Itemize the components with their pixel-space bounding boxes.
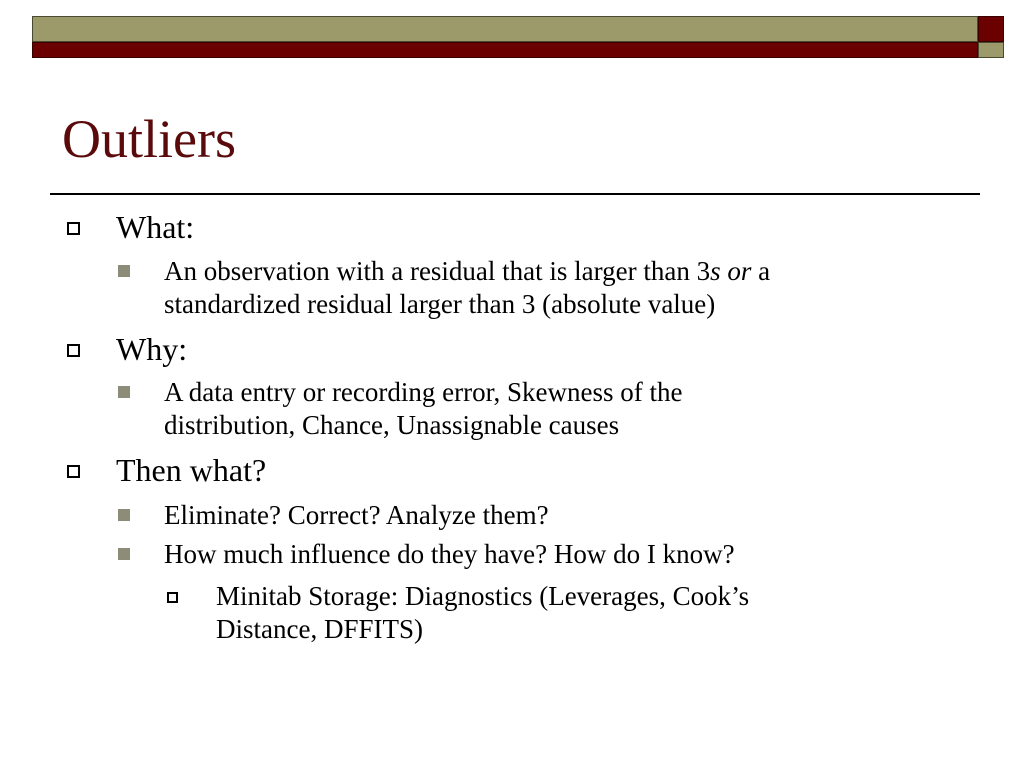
hollow-square-bullet-icon xyxy=(67,344,80,357)
definition-text-line2: standardized residual larger than 3 (absolute value) xyxy=(164,289,716,319)
section-heading-what: What: xyxy=(116,209,195,245)
hollow-square-bullet-icon xyxy=(67,465,80,478)
hollow-square-bullet-icon xyxy=(67,222,80,235)
bullet-then-what-options: Eliminate? Correct? Analyze them? xyxy=(164,500,549,530)
causes-line1: A data entry or recording error, Skewness of the xyxy=(164,377,683,407)
definition-s-italic: s xyxy=(710,256,721,286)
hollow-square-bullet-icon xyxy=(167,592,178,603)
section-heading-why: Why: xyxy=(116,331,188,367)
definition-text-part: An observation with a residual that is larger than 3 xyxy=(164,256,711,286)
slide-title: Outliers xyxy=(62,109,236,169)
bullet-then-what-influence: How much influence do they have? How do I know? xyxy=(164,539,735,569)
filled-square-bullet-icon xyxy=(118,509,130,521)
minitab-line2: Distance, DFFITS) xyxy=(216,614,423,644)
bullet-why-causes xyxy=(164,376,964,442)
filled-square-bullet-icon xyxy=(118,386,130,398)
filled-square-bullet-icon xyxy=(118,265,130,277)
causes-line2: distribution, Chance, Unassignable causes xyxy=(164,410,620,440)
section-heading-then-what: Then what? xyxy=(116,452,267,488)
bullet-what-definition xyxy=(164,255,964,321)
definition-or-italic: or xyxy=(727,256,752,286)
filled-square-bullet-icon xyxy=(118,548,130,560)
minitab-line1: Minitab Storage: Diagnostics (Leverages, Cook’s xyxy=(216,581,750,611)
definition-text-part: a xyxy=(751,256,771,286)
subbullet-minitab-storage xyxy=(216,580,976,646)
